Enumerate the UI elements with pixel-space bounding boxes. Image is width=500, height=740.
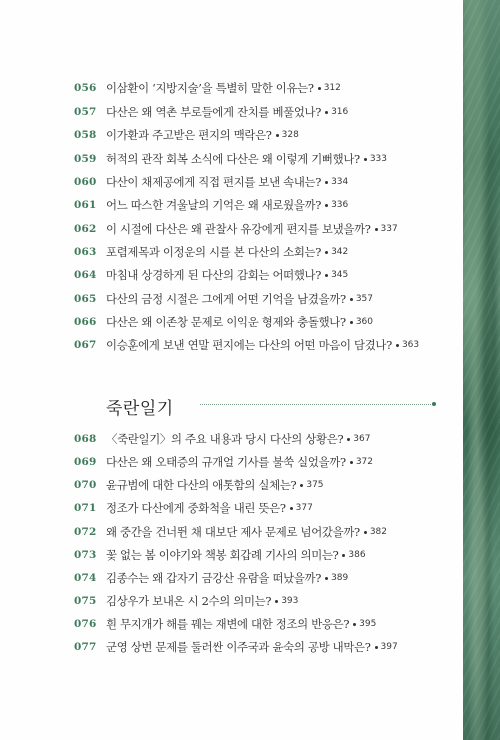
- bullet-dot-icon: [375, 646, 378, 649]
- entry-title: 흰 무지개가 해를 꿰는 재변에 대한 정조의 반응은?: [106, 617, 350, 631]
- toc-entry[interactable]: [74, 150, 387, 168]
- entry-page: 395: [359, 619, 377, 629]
- entry-number: 065: [74, 293, 97, 305]
- entry-title: 다산은 왜 오태증의 규개얼 기사를 불쑥 실었을까?: [106, 455, 346, 469]
- entry-page: 377: [295, 503, 313, 513]
- entry-number: 064: [74, 269, 97, 281]
- toc-entry[interactable]: [74, 569, 348, 587]
- toc-entry[interactable]: [74, 523, 387, 541]
- entry-number: 062: [74, 223, 97, 235]
- entry-page: 386: [348, 550, 366, 560]
- entry-number: 063: [74, 246, 97, 258]
- bullet-dot-icon: [318, 87, 321, 90]
- entry-title: 김종수는 왜 갑자기 금강산 유람을 떠났을까?: [106, 571, 322, 585]
- entry-number: 072: [74, 526, 97, 538]
- entry-title: 〈죽란일기〉의 주요 내용과 당시 다산의 상황은?: [106, 432, 344, 446]
- bullet-dot-icon: [364, 158, 367, 161]
- entry-number: 057: [74, 106, 97, 118]
- toc-entry[interactable]: [74, 173, 348, 191]
- entry-page: 360: [355, 317, 373, 327]
- toc-entry[interactable]: [74, 546, 366, 564]
- bullet-dot-icon: [342, 554, 345, 557]
- entry-number: 068: [74, 433, 97, 445]
- entry-title: 이가환과 주고받은 편지의 맥락은?: [106, 128, 272, 142]
- toc-entry[interactable]: [74, 266, 348, 284]
- bullet-dot-icon: [290, 507, 293, 510]
- entry-number: 069: [74, 456, 97, 468]
- entry-title: 군영 상번 문제를 둘러싼 이주국과 윤숙의 공방 내막은?: [106, 640, 371, 654]
- entry-page: 382: [369, 527, 388, 537]
- entry-title: 마침내 상경하게 된 다산의 감회는 어떠했나?: [106, 268, 322, 282]
- bullet-dot-icon: [325, 274, 328, 277]
- bullet-dot-icon: [325, 577, 328, 580]
- toc-entry[interactable]: [74, 476, 324, 494]
- bullet-dot-icon: [325, 181, 328, 184]
- bullet-dot-icon: [375, 228, 378, 231]
- entry-title: 다산의 금정 시절은 그에게 어떤 기억을 남겼을까?: [106, 292, 346, 306]
- bullet-dot-icon: [325, 251, 328, 254]
- toc-entry[interactable]: [74, 430, 370, 448]
- entry-title: 다산이 채제공에게 직접 편지를 보낸 속내는?: [106, 175, 322, 189]
- toc-entry[interactable]: [74, 453, 373, 471]
- bullet-dot-icon: [276, 134, 279, 137]
- entry-title: 어느 따스한 겨울날의 기억은 왜 새로웠을까?: [106, 198, 322, 212]
- entry-title: 왜 중간을 건너뛴 채 대보단 제사 문제로 넘어갔을까?: [106, 525, 360, 539]
- entry-title: 다산은 왜 이존창 문제로 이익운 형제와 충돌했나?: [106, 315, 346, 329]
- toc-entry[interactable]: [74, 615, 376, 633]
- bullet-dot-icon: [325, 111, 328, 114]
- entry-number: 059: [74, 153, 97, 165]
- entry-title: 다산은 왜 역촌 부로들에게 잔치를 베풀었나?: [106, 105, 322, 119]
- bullet-dot-icon: [350, 298, 353, 301]
- entry-number: 073: [74, 549, 97, 561]
- entry-title: 꽃 없는 봄 이야기와 책봉 회갑례 기사의 의미는?: [106, 548, 339, 562]
- entry-title: 포렴제목과 이정운의 시를 본 다산의 소회는?: [106, 245, 322, 259]
- entry-page: 342: [331, 247, 349, 257]
- entry-title: 윤규범에 대한 다산의 애톳함의 실체는?: [106, 478, 297, 492]
- entry-number: 074: [74, 572, 97, 584]
- cover-edge-strip: [463, 0, 500, 740]
- entry-page: 389: [331, 573, 349, 583]
- entry-number: 075: [74, 595, 97, 607]
- toc-entry[interactable]: [74, 126, 299, 144]
- toc-entry[interactable]: [74, 196, 348, 214]
- entry-page: 345: [331, 270, 349, 280]
- entry-page: 372: [355, 457, 373, 467]
- entry-number: 060: [74, 176, 97, 188]
- toc-entry[interactable]: [74, 103, 348, 121]
- entry-page: 363: [401, 340, 420, 350]
- entry-number: 077: [74, 641, 97, 653]
- entry-number: 056: [74, 82, 97, 94]
- entry-page: 375: [306, 480, 324, 490]
- toc-entry[interactable]: [74, 638, 398, 656]
- bullet-dot-icon: [350, 461, 353, 464]
- bullet-dot-icon: [325, 204, 328, 207]
- toc-entry[interactable]: [74, 290, 373, 308]
- toc-entry[interactable]: [74, 220, 398, 238]
- entry-title: 이 시절에 다산은 왜 관찰사 유강에게 편지를 보냈을까?: [106, 222, 371, 236]
- bullet-dot-icon: [347, 438, 350, 441]
- entry-page: 337: [380, 224, 398, 234]
- entry-page: 393: [281, 596, 299, 606]
- bullet-dot-icon: [275, 600, 278, 603]
- toc-entry[interactable]: [74, 592, 298, 610]
- entry-page: 397: [380, 642, 398, 652]
- entry-title: 이승훈에게 보낸 연말 편지에는 다산의 어떤 마음이 담겼나?: [106, 338, 392, 352]
- section-title: 죽란일기: [106, 399, 174, 419]
- entry-page: 312: [323, 83, 341, 93]
- divider-dot-icon: [432, 402, 436, 406]
- entry-title: 정조가 다산에게 중화척을 내린 뜻은?: [106, 501, 286, 515]
- entry-number: 061: [74, 199, 97, 211]
- bullet-dot-icon: [350, 321, 353, 324]
- entry-title: 김상우가 보내온 시 2수의 의미는?: [106, 594, 272, 608]
- entry-title: 허적의 관작 회복 소식에 다산은 왜 이렇게 기뻐했나?: [106, 152, 360, 166]
- toc-entry[interactable]: [74, 313, 373, 331]
- toc-entry[interactable]: [74, 336, 419, 354]
- entry-page: 316: [331, 107, 349, 117]
- bullet-dot-icon: [364, 531, 367, 534]
- bullet-dot-icon: [353, 623, 356, 626]
- entry-title: 이삼환이 ‘지방지술’을 특별히 말한 이유는?: [106, 81, 314, 95]
- toc-entry[interactable]: [74, 243, 348, 261]
- entry-page: 328: [281, 130, 299, 140]
- entry-number: 066: [74, 316, 97, 328]
- toc-entry[interactable]: [74, 79, 341, 97]
- entry-page: 367: [353, 434, 371, 444]
- entry-page: 357: [355, 294, 373, 304]
- entry-page: 336: [331, 200, 349, 210]
- entry-number: 071: [74, 502, 97, 514]
- toc-entry[interactable]: [74, 499, 313, 517]
- section-divider: [200, 404, 433, 405]
- bullet-dot-icon: [300, 484, 303, 487]
- entry-number: 070: [74, 479, 97, 491]
- entry-number: 058: [74, 129, 97, 141]
- entry-page: 334: [331, 177, 349, 187]
- bullet-dot-icon: [396, 344, 399, 347]
- entry-number: 067: [74, 339, 97, 351]
- entry-number: 076: [74, 618, 97, 630]
- entry-page: 333: [369, 154, 388, 164]
